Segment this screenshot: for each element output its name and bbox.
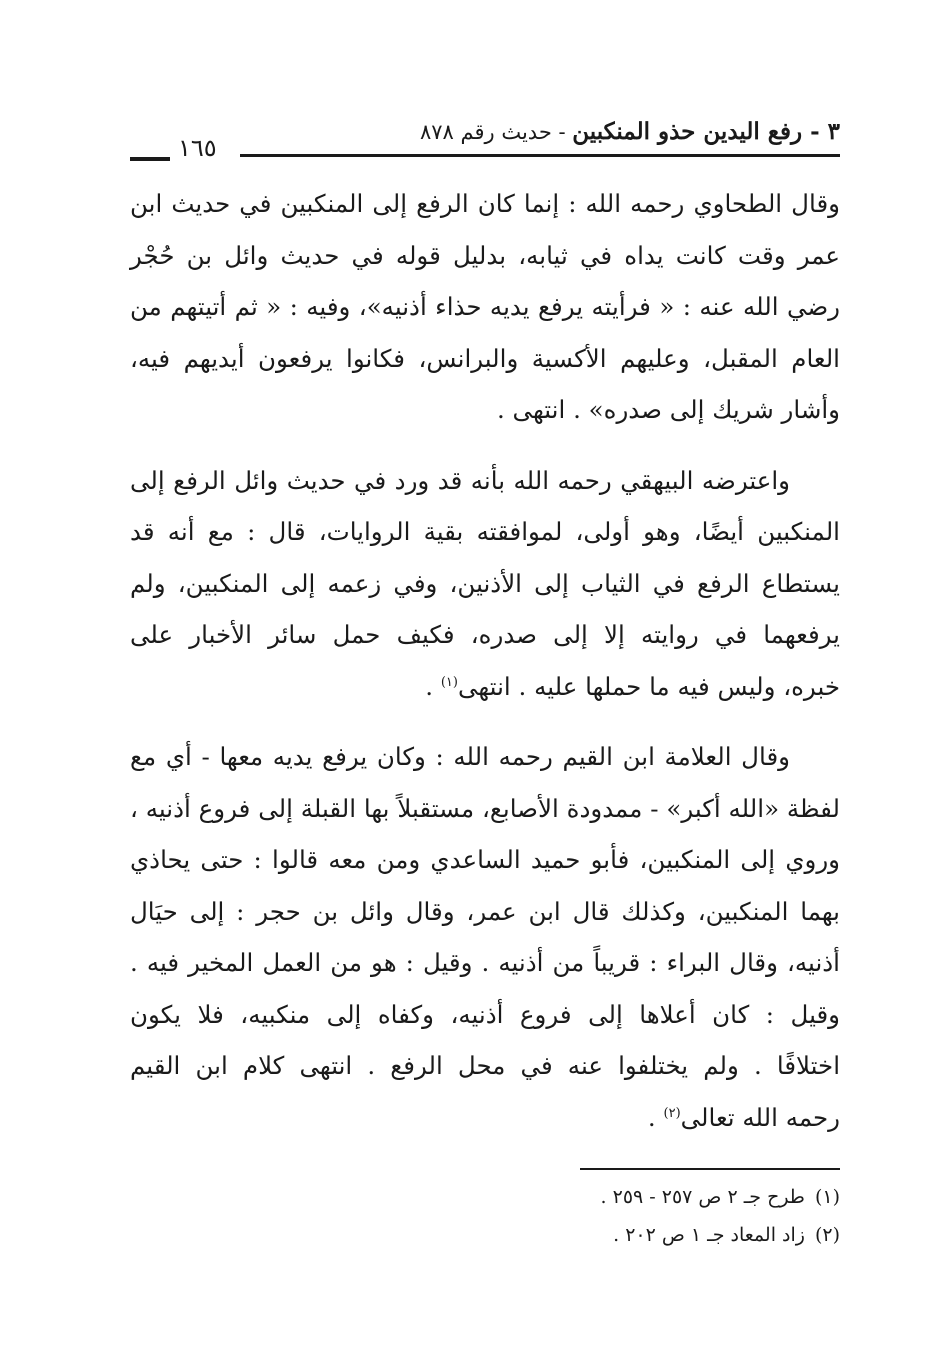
footnote-text: طرح جـ ٢ ص ٢٥٧ - ٢٥٩ . [600,1186,805,1208]
text-line: وأشار شريك إلى صدره» . انتهى . [496,395,840,424]
text-line: رضي الله عنه : « فرأيته يرفع يديه حذاء أذنيه»، وفيه : « ثم أتيتهم من [130,292,840,321]
footnote-ref-2[interactable]: (٢) [663,1105,681,1121]
text-line: عمر وقت كانت يداه في ثيابه، بدليل قوله في حديث وائل بن حُجْر [130,240,840,270]
text-line: أذنيه، وقال البراء : قريباً من أذنيه . وقيل : هو من العمل المخير فيه . [130,948,840,977]
footnotes [130,1178,840,1254]
hadith-number: - حديث رقم ٨٧٨ [419,120,573,144]
text-line: وقال الطحاوي رحمه الله : إنما كان الرفع إلى المنكبين في حديث ابن [130,189,840,218]
text-line: بهما المنكبين، وكذلك قال ابن عمر، وقال وائل بن حجر : إلى حيَال [130,896,840,926]
paragraph-3 [130,731,840,1143]
paragraph-2 [130,455,840,713]
line-tail: . [425,671,441,701]
text-line: واعترضه البيهقي رحمه الله بأنه قد ورد في حديث وائل الرفع إلى [130,465,790,495]
text-line: وقال العلامة ابن القيم رحمه الله : وكان يرفع يديه معها - أي مع [130,742,790,771]
footnote-1 [130,1178,840,1216]
running-header [130,110,840,160]
text-line: العام المقبل، وعليهم الأكسية والبرانس، فكانوا يرفعون أيديهم فيه، [130,343,840,373]
text-line-last [130,661,840,713]
main-text [130,178,840,1162]
text-line-last [130,1092,840,1144]
header-rule [240,154,840,157]
footnote-text: زاد المعاد جـ ١ ص ٢٠٢ . [613,1224,805,1246]
footnote-ref-1[interactable]: (١) [440,674,458,690]
text-line: اختلافًا . ولم يختلفوا عنه في محل الرفع . انتهى كلام ابن القيم [130,1051,840,1080]
text-line: يستطاع الرفع في الثياب إلى الأذنين، وفي زعمه إلى المنكبين، ولم [130,568,840,598]
text-line: رحمه الله تعالى [680,1102,840,1132]
page-number: ١٦٥ [178,134,217,162]
footnote-number: (١) [814,1186,840,1208]
line-tail: . [647,1102,664,1132]
text-line: لفظة «الله أكبر» - ممدودة الأصابع، مستقبلاً بها القبلة إلى فروع أذنيه ، [130,793,840,823]
page-number-rule [130,157,170,161]
footnote-number: (٢) [814,1224,840,1246]
text-line: يرفعهما في روايته إلا إلى صدره، فكيف حمل سائر الأخبار على [130,620,841,649]
paragraph-1 [130,178,840,436]
text-line: المنكبين أيضًا، وهو أولى، لموافقته بقية الروايات، قال : مع أنه قد [130,517,840,546]
chapter-title-text: ٣ - رفع اليدين حذو المنكبين [572,118,840,145]
footnote-separator [580,1168,840,1170]
chapter-title [420,118,840,145]
text-line: وروي إلى المنكبين، فأبو حميد الساعدي ومن معه قالوا : حتى يحاذي [130,845,840,874]
text-line: خبره، وليس فيه ما حملها عليه . انتهى [457,671,840,701]
footnote-2 [130,1216,840,1254]
text-line: وقيل : كان أعلاها إلى فروع أذنيه، وكفاه إلى منكبيه، فلا يكون [130,999,840,1029]
